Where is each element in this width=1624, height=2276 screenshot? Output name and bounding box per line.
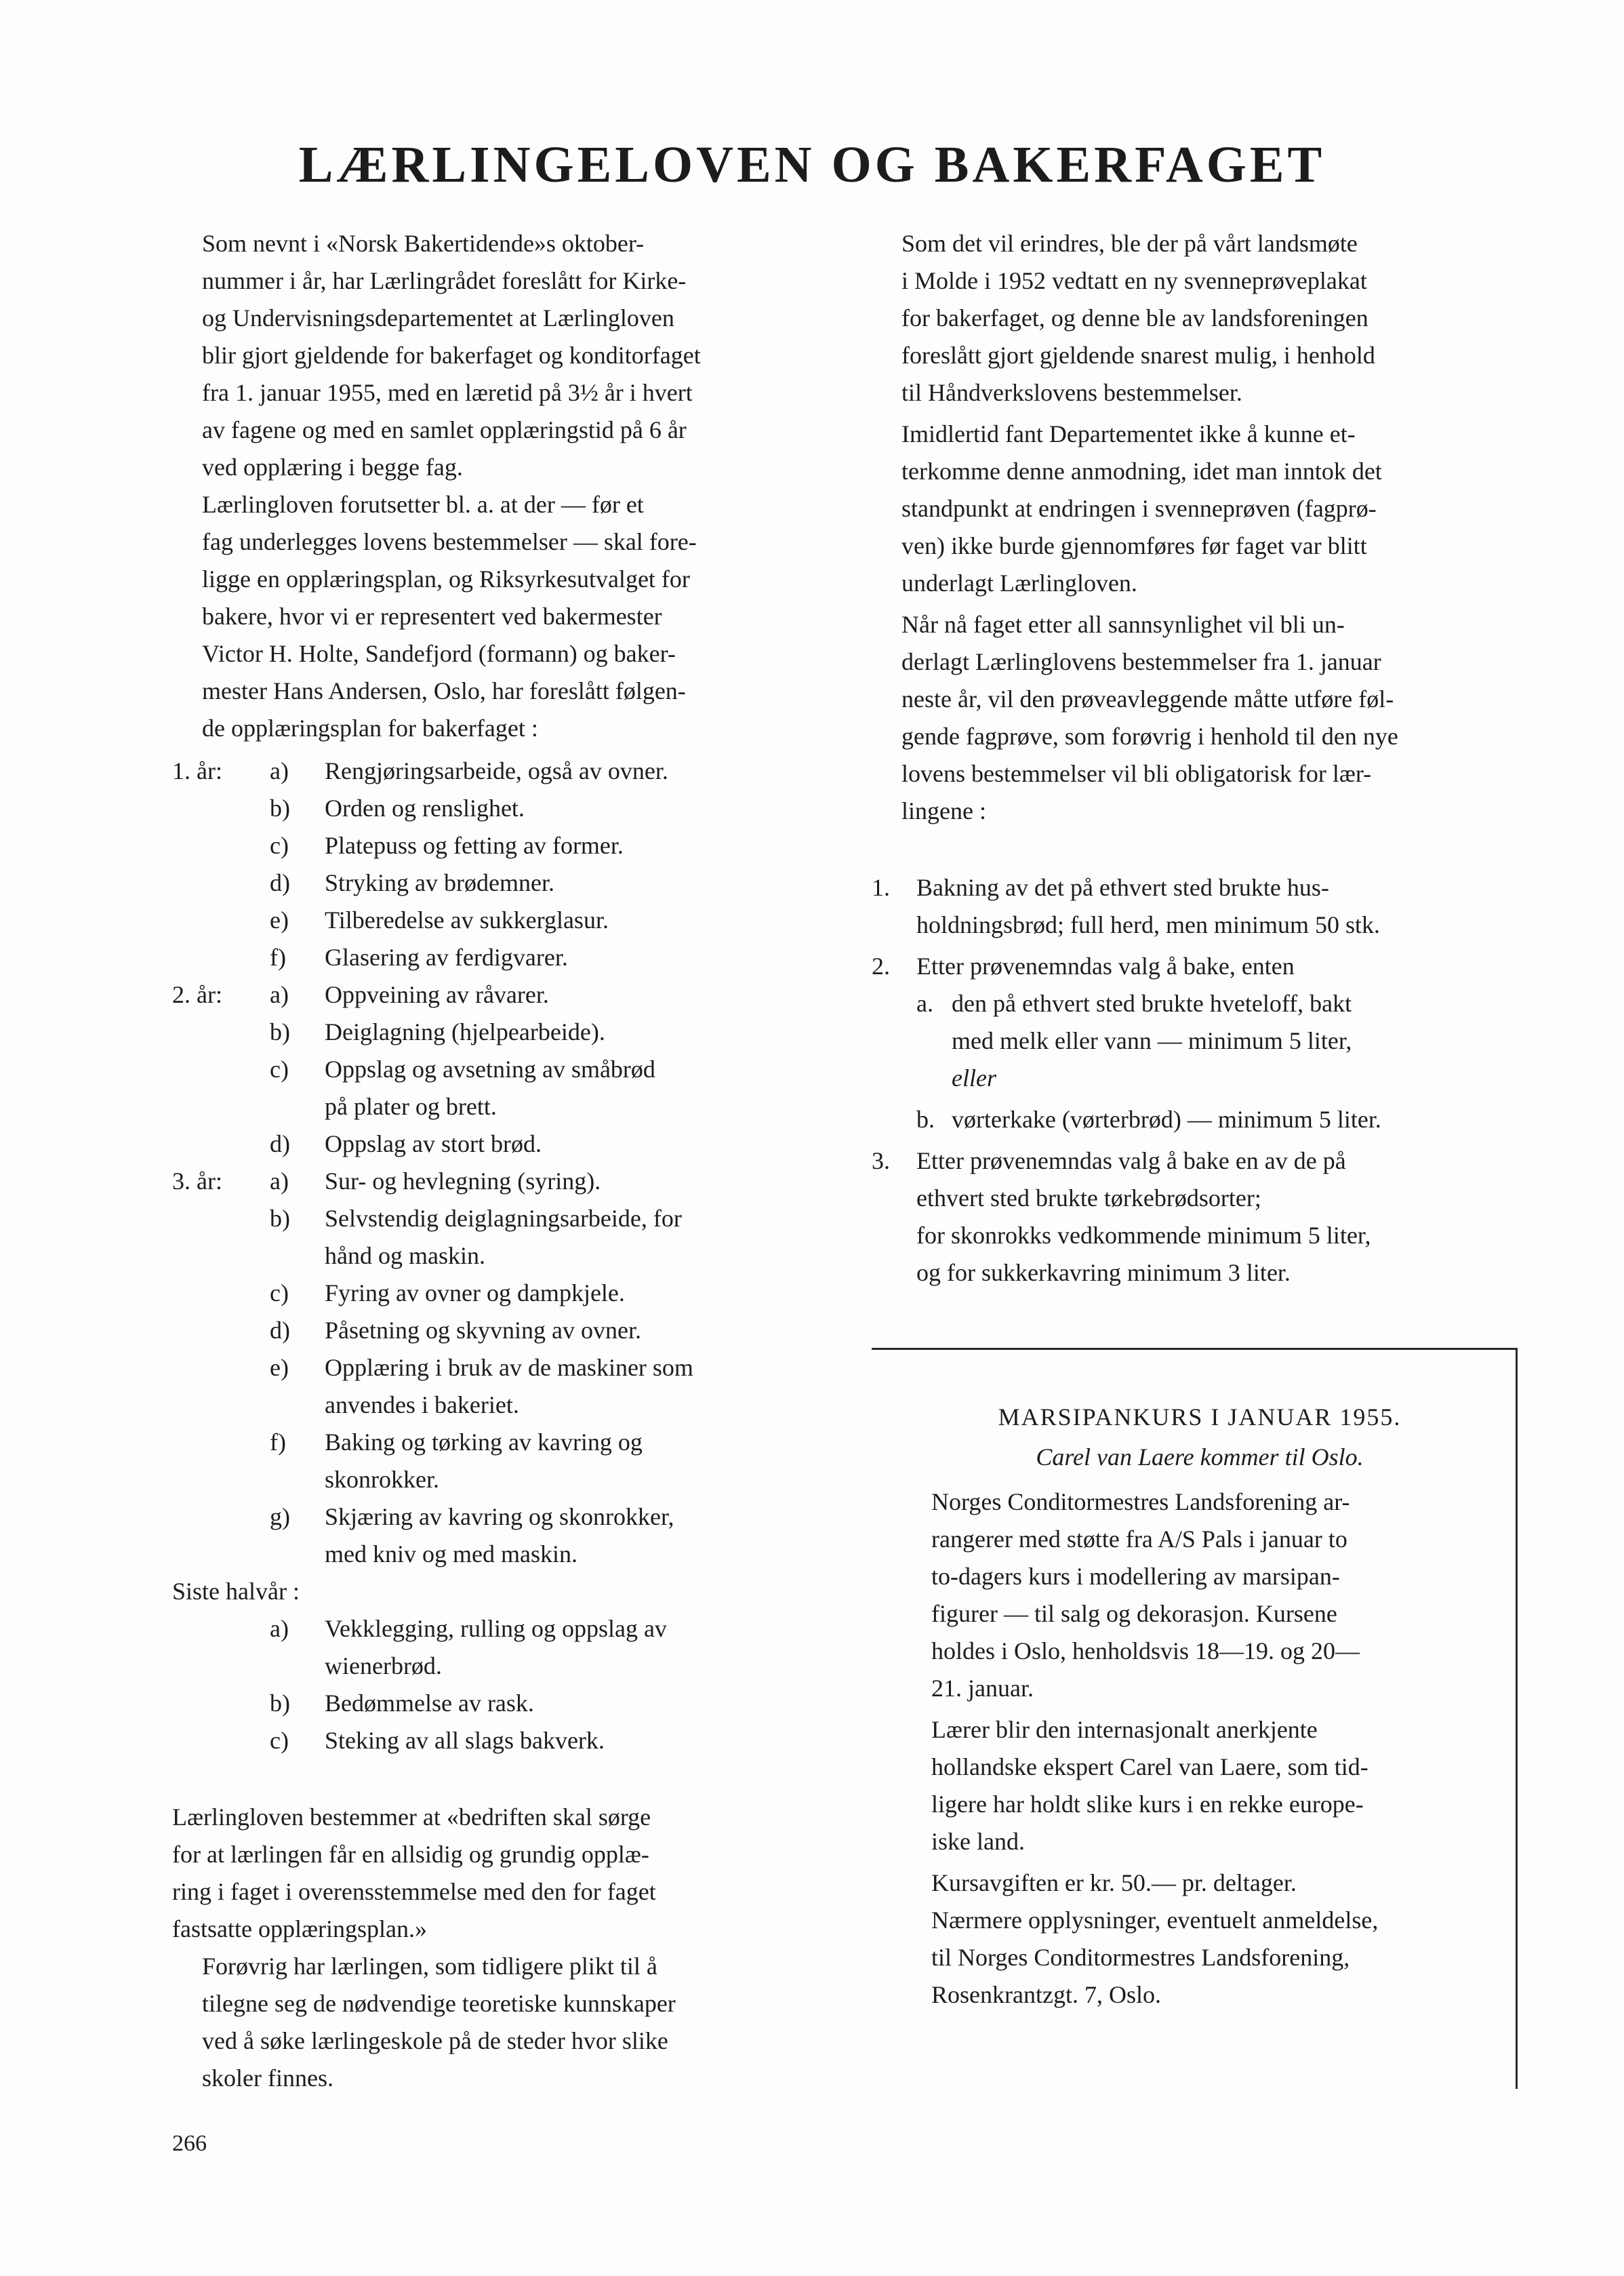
list-item: c) Oppslag og avsetning av småbrød på plater og brett. (270, 1056, 655, 1120)
list-item: a. den på ethvert sted brukte hveteloff, bakt med melk eller vann — minimum 5 liter, eller (916, 990, 1352, 1092)
marsipankurs-notice (872, 1348, 1518, 2089)
list-item: 2. år: a) Oppveining av råvarer. (172, 981, 549, 1008)
right-column (872, 225, 1530, 1292)
intro-paragraph: Som nevnt i «Norsk Bakertidende»s oktober- nummer i år, har Lærlingrådet foreslått for Kirke- og Undervisningsdepartementet at Lærlingloven blir gjort gjeldende for bakerfaget og konditorfaget fra 1. januar 1955, med en læretid på 3½ år i hvert av fagene og med en samlet opplæringstid på 6 år ved opplæring i begge fag. (202, 230, 701, 481)
list-item: e) Tilberedelse av sukkerglasur. (270, 906, 609, 934)
training-plan-list (172, 753, 831, 1573)
law-paragraph: Lærlingloven bestemmer at «bedriften skal sørge for at lærlingen får en allsidig og grundig opplæ- ring i faget i overensstemmelse med den for faget fastsatte opplæringsplan.» (172, 1803, 656, 1942)
departement-paragraph: Imidlertid fant Departementet ikke å kunne et- terkomme denne anmodning, idet man inntok det standpunkt at endringen i svenneprøven (fagprø- ven) ikke burde gjennomføres før faget var blitt underlagt Lærlingloven. (901, 420, 1382, 597)
last-half-year-label: Siste halvår : (172, 1578, 300, 1605)
list-item: g) Skjæring av kavring og skonrokker, med kniv og med maskin. (270, 1503, 674, 1568)
notice-paragraph: Norges Conditormestres Landsforening ar- rangerer med støtte fra A/S Pals i januar to to-dagers kurs i modellering av marsipan- figurer — til salg og dekorasjon. Kursene holdes i Oslo, henholdsvis 18—19. og 20— 21. januar. (931, 1488, 1360, 1702)
notice-subtitle: Carel van Laere kommer til Oslo. (1036, 1443, 1364, 1471)
list-item: 3. år: a) Sur- og hevlegning (syring). (172, 1167, 601, 1195)
notice-title: MARSIPANKURS I JANUAR 1955. (998, 1403, 1402, 1431)
list-item: b. vørterkake (vørterbrød) — minimum 5 liter. (916, 1106, 1381, 1133)
article-title: LÆRLINGELOVEN OG BAKERFAGET (298, 136, 1326, 193)
list-item: b) Selvstendig deiglagningsarbeide, for hånd og maskin. (270, 1205, 682, 1269)
list-item: d) Oppslag av stort brød. (270, 1130, 542, 1157)
list-item: 3. Etter prøvenemndas valg å bake en av de på ethvert sted brukte tørkebrødsorter; for skonrokks vedkommende minimum 5 liter, og for sukkerkavring minimum 3 liter. (872, 1147, 1371, 1286)
plan-intro-paragraph: Lærlingloven forutsetter bl. a. at der — før et fag underlegges lovens bestemmelser — skal fore- ligge en opplæringsplan, og Riksyrkesutvalget for bakere, hvor vi er representert ved bakermester Victor H. Holte, Sandefjord (formann) og baker- mester Hans Andersen, Oslo, har foreslått følgen- de opplæringsplan for bakerfaget : (202, 491, 697, 742)
list-item: 1. Bakning av det på ethvert sted brukte hus- holdningsbrød; full herd, men minimum 50 stk. (872, 874, 1380, 938)
list-item: b) Deiglagning (hjelpearbeide). (270, 1018, 605, 1045)
notice-paragraph: Lærer blir den internasjonalt anerkjente hollandske ekspert Carel van Laere, som tid- ligere har holdt slike kurs i en rekke europe- iske land. (931, 1716, 1368, 1855)
list-item: c) Platepuss og fetting av former. (270, 832, 624, 859)
last-half-year-list (172, 1610, 831, 1759)
list-item: c) Steking av all slags bakverk. (270, 1727, 605, 1754)
list-item: a) Vekklegging, rulling og oppslag av wienerbrød. (270, 1615, 667, 1679)
list-item: f) Baking og tørking av kavring og skonrokker. (270, 1429, 643, 1493)
school-paragraph: Forøvrig har lærlingen, som tidligere plikt til å tilegne seg de nødvendige teoretiske kunnskaper ved å søke lærlingeskole på de steder hvor slike skoler finnes. (202, 1953, 676, 2092)
list-item: 2. Etter prøvenemndas valg å bake, enten (872, 953, 1295, 980)
list-item: d) Stryking av brødemner. (270, 869, 554, 896)
list-item: b) Orden og renslighet. (270, 795, 525, 822)
notice-paragraph: Kursavgiften er kr. 50.— pr. deltager. Nærmere opplysninger, eventuelt anmeldelse, til Norges Conditormestres Landsforening, Rosenkrantzgt. 7, Oslo. (931, 1869, 1379, 2008)
list-item: 1. år: a) Rengjøringsarbeide, også av ovner. (172, 757, 668, 784)
list-item: c) Fyring av ovner og dampkjele. (270, 1279, 625, 1306)
fagprove-paragraph: Når nå faget etter all sannsynlighet vil bli un- derlagt Lærlinglovens bestemmelser fra 1. januar neste år, vil den prøveavleggende måtte utføre føl- gende fagprøve, som forøvrig i henhold til den nye lovens bestemmelser vil bli obligatorisk for lær- lingene : (901, 611, 1398, 824)
landsmote-paragraph: Som det vil erindres, ble der på vårt landsmøte i Molde i 1952 vedtatt en ny svenneprøveplakat for bakerfaget, og denne ble av landsforeningen foreslått gjort gjeldende snarest mulig, i henhold til Håndverkslovens bestemmelser. (901, 230, 1375, 406)
left-column (172, 225, 831, 2097)
list-item: e) Opplæring i bruk av de maskiner som anvendes i bakeriet. (270, 1354, 693, 1418)
list-item: b) Bedømmelse av rask. (270, 1690, 534, 1717)
page-number: 266 (172, 2131, 207, 2156)
list-item: d) Påsetning og skyvning av ovner. (270, 1317, 641, 1344)
list-item: f) Glasering av ferdigvarer. (270, 944, 568, 971)
